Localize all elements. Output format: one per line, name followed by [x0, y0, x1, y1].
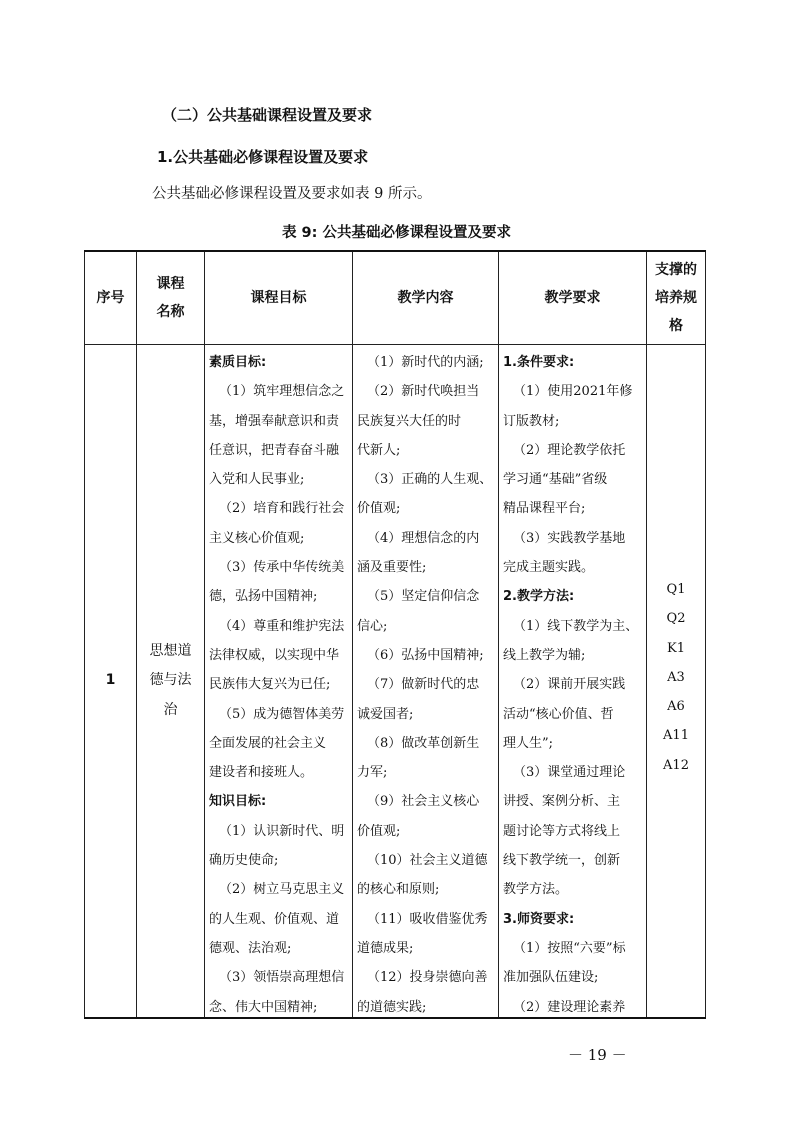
header-teaching-requirements: 教学要求	[499, 251, 647, 345]
goal-line: 德观、法治观;	[209, 940, 292, 956]
content-line: （1）新时代的内涵;	[367, 355, 484, 370]
spec-code: Q1	[666, 582, 686, 597]
goal-line: 建设者和接班人。	[209, 765, 314, 781]
course-table	[84, 250, 706, 1019]
content-line: 力军;	[357, 765, 388, 781]
content-line: 道德成果;	[357, 940, 414, 956]
requirement-line: 学习通“基础”省级	[503, 472, 608, 488]
teaching-requirements	[499, 345, 647, 1019]
spec-code: Q2	[666, 611, 686, 627]
goal-line: 基，增强奉献意识和责	[209, 413, 340, 429]
course-name	[137, 345, 205, 1019]
table-row	[85, 345, 706, 1019]
requirement-line: 线上教学为辅;	[503, 647, 586, 663]
goal-line: （1）筑牢理想信念之	[219, 384, 345, 400]
requirement-line: 订版教材;	[503, 413, 560, 429]
content-line: （9）社会主义核心	[367, 794, 480, 810]
goal-line: （2）培育和践行社会	[219, 501, 345, 517]
requirement-line: 讲授、案例分析、主	[503, 794, 621, 810]
goal-line: 民族伟大复兴为已任;	[209, 677, 331, 693]
requirement-line: （3）课堂通过理论	[513, 765, 626, 781]
content-line: 价值观;	[357, 823, 401, 839]
goal-line: 素质目标:	[209, 355, 267, 370]
content-line: 民族复兴大任的时	[357, 413, 462, 429]
requirement-line: 线下教学统一，创新	[503, 853, 621, 869]
header-course-name: 课程 名称	[137, 251, 205, 345]
header-course-goals: 课程目标	[205, 251, 353, 345]
requirement-line: （2）课前开展实践	[513, 677, 626, 693]
requirement-line: 教学方法。	[503, 882, 569, 898]
section-title: （二）公共基础课程设置及要求	[162, 106, 373, 124]
table-caption: 表 9: 公共基础必修课程设置及要求	[282, 225, 511, 241]
requirement-line: 精品课程平台;	[503, 501, 586, 517]
goal-line: 知识目标:	[209, 794, 267, 810]
goal-line: （3）传承中华传统美	[219, 560, 345, 576]
requirement-line: 3.师资要求:	[503, 911, 575, 927]
goal-line: （5）成为德智体美劳	[219, 706, 345, 722]
content-line: 信心;	[357, 618, 388, 634]
requirement-line: 理人生”;	[503, 735, 554, 751]
goal-line: （1）认识新时代、明	[219, 823, 345, 839]
requirement-line: 活动“核心价值、哲	[503, 706, 614, 722]
spec-code: A11	[663, 728, 689, 744]
goal-line: （2）树立马克思主义	[219, 882, 345, 898]
content-line: （8）做改革创新生	[367, 735, 480, 751]
row-index: 1	[85, 345, 137, 1019]
intro-paragraph: 公共基础必修课程设置及要求如表 9 所示。	[152, 186, 432, 202]
requirement-line: （1）按照“六要”标	[513, 940, 626, 956]
requirement-line: 准加强队伍建设;	[503, 970, 599, 986]
requirement-line: （2）建设理论素养	[513, 999, 626, 1014]
spec-code: A12	[663, 757, 689, 773]
page-number: － 19 －	[568, 1046, 627, 1064]
goal-line: 确历史使命;	[209, 853, 279, 869]
content-line: （4）理想信念的内	[367, 530, 480, 546]
header-supported-specs: 支撑的 培养规 格	[647, 251, 706, 345]
content-line: （5）坚定信仰信念	[367, 589, 480, 605]
content-line: （7）做新时代的忠	[367, 677, 480, 693]
content-line: （11）吸收借鉴优秀	[367, 911, 488, 927]
goal-line: 念、伟大中国精神;	[209, 999, 318, 1014]
content-line: （10）社会主义道德	[367, 853, 488, 869]
header-index: 序号	[85, 251, 137, 345]
requirement-line: 完成主题实践。	[503, 560, 595, 576]
spec-code: A3	[667, 669, 685, 685]
content-line: 涵及重要性;	[357, 560, 427, 576]
header-teaching-content: 教学内容	[353, 251, 499, 345]
content-line: 价值观;	[357, 501, 401, 517]
content-line: 的核心和原则;	[357, 882, 440, 898]
goal-line: 入党和人民事业;	[209, 472, 305, 488]
goal-line: 任意识，把青春奋斗融	[209, 442, 340, 458]
course-name-line: 德与法	[149, 672, 192, 689]
requirement-line: 1.条件要求:	[503, 355, 575, 370]
spec-code: K1	[667, 640, 685, 656]
course-name-line: 思想道	[149, 642, 192, 659]
goal-line: 法律权威，以实现中华	[209, 647, 340, 663]
requirement-line: 2.教学方法:	[503, 589, 575, 605]
requirement-line: 题讨论等方式将线上	[503, 823, 621, 839]
subsection-title: 1.公共基础必修课程设置及要求	[157, 148, 369, 166]
supported-specs	[647, 345, 706, 1019]
requirement-line: （1）使用2021年修	[513, 384, 633, 400]
goal-line: 的人生观、价值观、道	[209, 911, 340, 927]
spec-code: A6	[667, 699, 685, 715]
content-line: （12）投身崇德向善	[367, 970, 488, 986]
course-name-line: 治	[163, 701, 178, 718]
content-line: （2）新时代唤担当	[367, 384, 480, 400]
goal-line: 主义核心价值观;	[209, 530, 305, 546]
content-line: （3）正确的人生观、	[367, 472, 493, 488]
goal-line: （3）领悟崇高理想信	[219, 970, 345, 986]
content-line: （6）弘扬中国精神;	[367, 647, 484, 663]
goal-line: 全面发展的社会主义	[209, 735, 327, 751]
goal-line: 德，弘扬中国精神;	[209, 589, 318, 605]
requirement-line: （1）线下教学为主、	[513, 618, 639, 634]
requirement-line: （3）实践教学基地	[513, 530, 626, 546]
goal-line: （4）尊重和维护宪法	[219, 618, 345, 634]
course-goals	[205, 345, 353, 1019]
teaching-content	[353, 345, 499, 1019]
content-line: 的道德实践;	[357, 999, 427, 1014]
table-header-row	[85, 251, 706, 345]
content-line: 代新人;	[357, 442, 401, 458]
requirement-line: （2）理论教学依托	[513, 442, 626, 458]
content-line: 诚爱国者;	[357, 706, 414, 722]
